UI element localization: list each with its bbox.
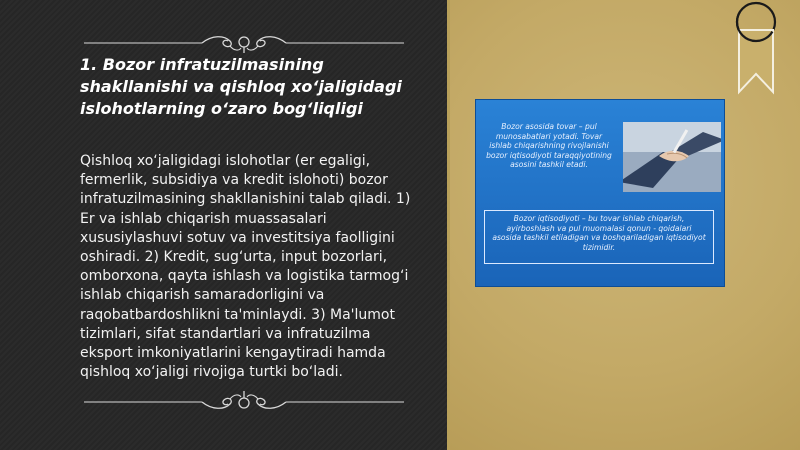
- slide-body-text: Qishloq xo‘jaligidagi islohotlar (er egaligi, fermerlik, subsidiya va kredit islohoti) bozor infratuzilmasining shakllanishini talab qiladi. 1) Er va ishlab chiqarish muassasalari xususiylashuvi sotuv va investitsiya faolligini oshiradi. 2) Kredit, sug‘urta, input bozorlari, omborxona, qayta ishlash va logistika tarmog‘i ishlab chiqarish samaradorligini va raqobatbardoshlikni ta'minlaydi. 3) Ma'lumot tizimlari, sifat standartlari va infratuzilma eksport imkoniyatlarini kengaytiradi hamda qishloq xo‘jaligi rivojiga turtki bo‘ladi.: [80, 153, 411, 381]
- handshake-photo: [623, 122, 721, 192]
- card-top-text: Bozor asosida tovar – pul munosabatlari yotadi. Tovar ishlab chiqarishning rivojlanishi bozor iqtisodiyoti taraqqiyotining asosini tashkil etadi.: [486, 122, 612, 170]
- illustration-card: [476, 100, 724, 286]
- top-scroll-ornament-icon: [84, 32, 404, 54]
- card-definition-box: Bozor iqtisodiyoti – bu tovar ishlab chiqarish, ayirboshlash va pul muomalasi qonun - qoidalari asosida tashkil etiladigan va boshqariladigan iqtisodiyot tizimidir.: [484, 210, 714, 264]
- bookmark-ribbon-icon: [735, 0, 777, 96]
- bottom-scroll-ornament-icon: [84, 390, 404, 412]
- slide-title: 1. Bozor infratuzilmasining shakllanishi va qishloq xo‘jaligidagi islohotlarning o‘zaro bog‘liqligi: [80, 55, 402, 118]
